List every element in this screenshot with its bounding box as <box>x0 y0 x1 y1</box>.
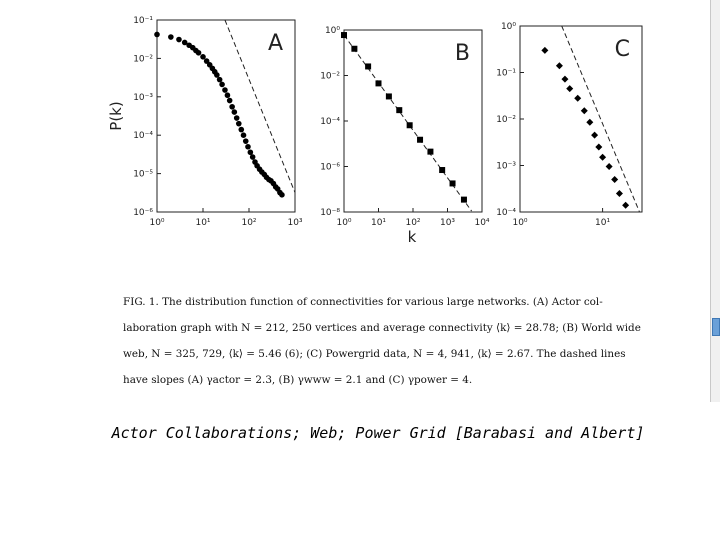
y-tick-label: 10⁻¹ <box>496 68 516 79</box>
data-point <box>376 80 382 86</box>
x-tick-label: 10¹ <box>195 218 211 228</box>
data-point <box>222 87 228 93</box>
y-tick-label: 10⁰ <box>324 26 340 36</box>
data-point <box>351 46 357 52</box>
data-point <box>556 62 563 69</box>
data-point <box>591 132 598 139</box>
y-tick-label: 10⁻² <box>320 71 340 82</box>
data-point <box>595 143 602 150</box>
data-point <box>196 50 202 56</box>
y-tick-label: 10⁻⁶ <box>320 162 340 173</box>
y-tick-label: 10⁻² <box>496 115 516 125</box>
y-tick-label: 10⁻⁴ <box>133 131 153 142</box>
panel-label: C <box>614 37 630 62</box>
data-point <box>586 119 593 126</box>
data-point <box>606 163 613 170</box>
data-point <box>461 197 467 203</box>
data-point <box>154 32 160 38</box>
data-point <box>574 95 581 102</box>
data-point <box>616 190 623 197</box>
y-tick-label: 10⁻¹ <box>133 16 153 26</box>
data-point <box>232 109 238 115</box>
data-point <box>234 115 240 121</box>
y-tick-label: 10⁻³ <box>496 161 516 172</box>
x-tick-label: 10¹ <box>370 218 387 228</box>
y-tick-label: 10⁻⁴ <box>496 208 516 218</box>
data-point <box>341 32 347 38</box>
data-point <box>450 180 456 186</box>
y-tick-label: 10⁻⁴ <box>320 117 340 127</box>
panel-a <box>107 16 303 228</box>
figure-caption-line: laboration graph with N = 212, 250 vertices and average connectivity ⟨k⟩ = 28.78; (B) World wide <box>123 322 641 334</box>
data-point <box>227 98 233 104</box>
x-tick-label: 10⁰ <box>512 218 528 228</box>
data-point <box>407 122 413 128</box>
x-tick-label: 10² <box>241 218 257 228</box>
data-point <box>236 121 242 127</box>
data-point <box>386 93 392 99</box>
figure-caption-line: have slopes (A) γactor = 2.3, (B) γwww = 2.1 and (C) γpower = 4. <box>123 374 473 386</box>
y-axis-label: P(k) <box>107 101 125 131</box>
data-point <box>279 192 285 198</box>
data-point <box>427 149 433 155</box>
data-point <box>581 107 588 114</box>
x-tick-label: 10³ <box>439 218 456 228</box>
x-tick-label: 10⁰ <box>149 218 165 228</box>
figure-caption-line: FIG. 1. The distribution function of connectivities for various large networks. (A) Actor col- <box>123 296 603 308</box>
panel-label: B <box>454 41 470 66</box>
data-point <box>439 167 445 173</box>
figure-caption-line: web, N = 325, 729, ⟨k⟩ = 5.46 (6); (C) Powergrid data, N = 4, 941, ⟨k⟩ = 2.67. The dashed lines <box>123 348 626 360</box>
data-point <box>566 85 573 92</box>
panel-b <box>320 26 490 246</box>
y-tick-label: 10⁻² <box>133 54 153 65</box>
data-point <box>365 63 371 69</box>
data-point <box>229 104 235 110</box>
panel-label: A <box>267 31 283 56</box>
scrollbar-thumb[interactable] <box>712 318 720 336</box>
x-tick-label: 10¹ <box>595 218 611 228</box>
y-tick-label: 10⁻³ <box>133 92 153 103</box>
x-axis-label: k <box>407 228 417 246</box>
data-point <box>599 154 606 161</box>
x-tick-label: 10⁴ <box>474 218 490 228</box>
data-point <box>417 137 423 143</box>
data-point <box>225 92 231 98</box>
data-point <box>217 77 223 83</box>
data-point <box>243 138 249 144</box>
y-tick-label: 10⁻⁶ <box>133 208 153 218</box>
y-tick-label: 10⁻⁸ <box>320 208 340 218</box>
data-point <box>561 76 568 83</box>
data-point <box>248 149 254 155</box>
y-tick-label: 10⁰ <box>500 22 516 32</box>
data-point <box>214 72 220 78</box>
data-point <box>176 37 182 43</box>
x-tick-label: 10² <box>405 218 421 228</box>
data-point <box>241 132 247 138</box>
scrollbar[interactable] <box>710 0 720 402</box>
data-point <box>396 107 402 113</box>
data-point <box>541 47 548 54</box>
x-tick-label: 10³ <box>287 218 303 228</box>
data-point <box>250 154 256 160</box>
slide-caption: Actor Collaborations; Web; Power Grid [Barabasi and Albert] <box>111 424 645 442</box>
data-point <box>219 82 225 88</box>
panel-c <box>496 22 642 228</box>
x-tick-label: 10⁰ <box>336 218 352 228</box>
data-point <box>238 127 244 133</box>
data-point <box>168 34 174 40</box>
data-point <box>611 176 618 183</box>
data-point <box>200 54 206 60</box>
y-tick-label: 10⁻⁵ <box>133 169 153 180</box>
data-point <box>622 202 629 209</box>
data-point <box>245 144 251 150</box>
